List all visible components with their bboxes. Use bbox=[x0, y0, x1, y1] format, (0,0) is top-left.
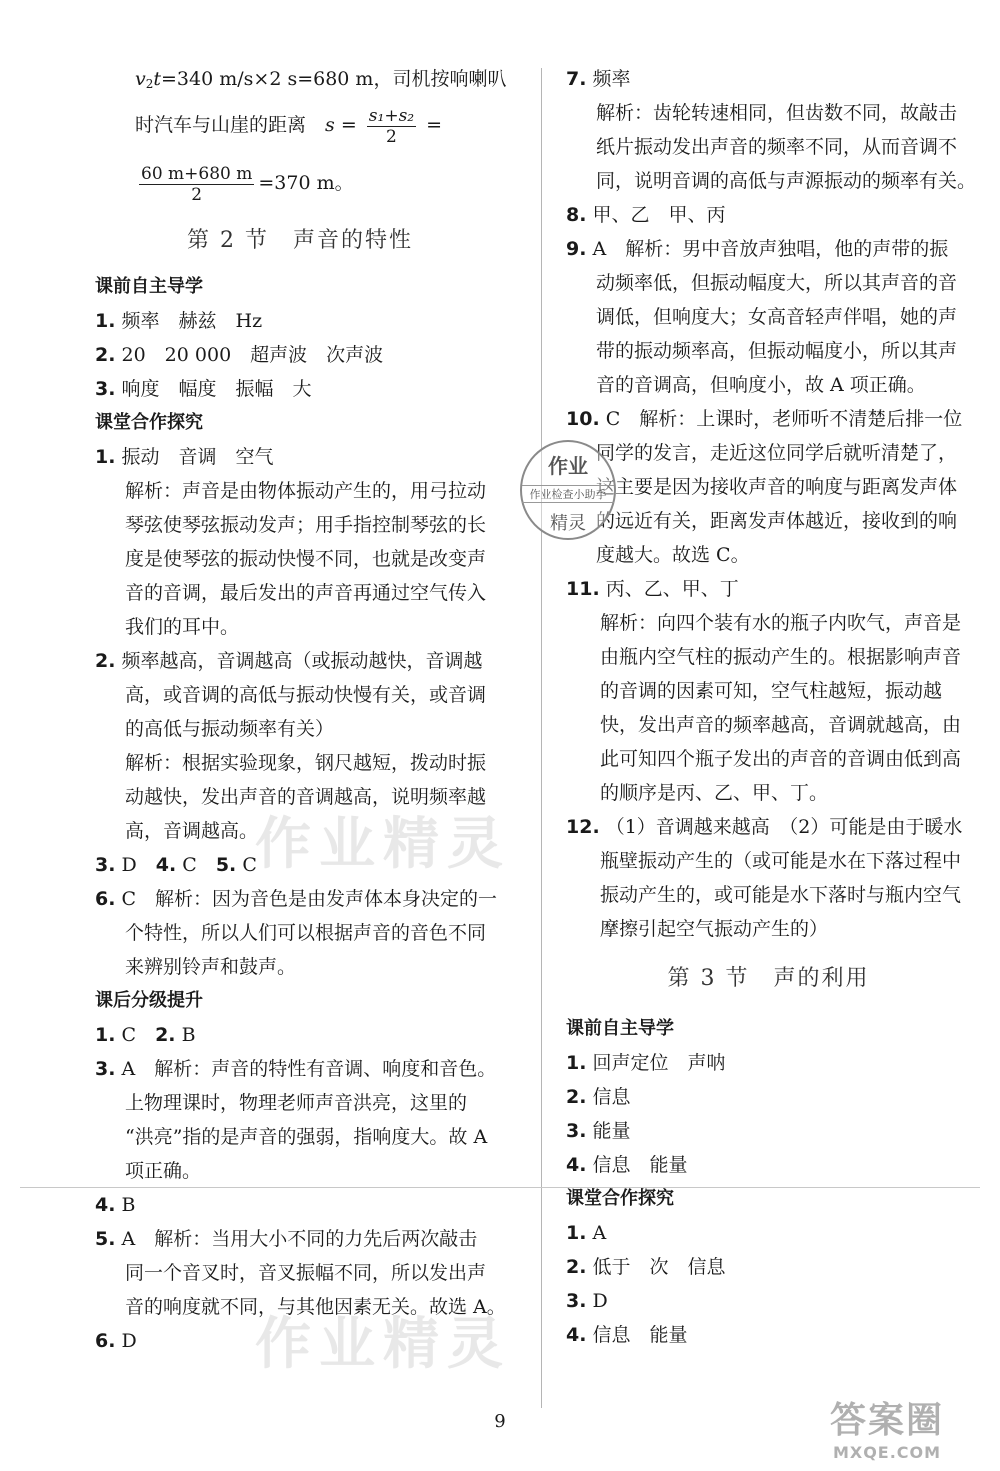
item-text: A 解析：声音的特性有音调、响度和音色。 bbox=[121, 1058, 497, 1080]
var-s: s bbox=[325, 114, 335, 136]
item-text: 频率 bbox=[592, 68, 631, 90]
item-number: 4. bbox=[566, 1324, 587, 1346]
answer-item bbox=[566, 1114, 971, 1148]
section-3-title: 第 3 节 声的利用 bbox=[667, 966, 870, 991]
page-number: 9 bbox=[494, 1411, 506, 1432]
item-text: D bbox=[592, 1290, 608, 1312]
heading-pre-study: 课前自主导学 bbox=[95, 276, 203, 297]
explanation-line: 此可知四个瓶子发出的声音的音调由低到高 bbox=[600, 748, 962, 770]
item-number: 9. bbox=[566, 238, 587, 260]
calc-text-2: 时汽车与山崖的距离 bbox=[135, 114, 307, 136]
explanation-line: 振动产生的，或可能是水下落时与瓶内空气 bbox=[600, 884, 962, 906]
explanation-line: 音的音调，最后发出的声音再通过空气传入 bbox=[125, 582, 487, 604]
fraction-numerator: 60 m+680 m bbox=[141, 163, 253, 184]
answer-item bbox=[95, 338, 505, 372]
heading-pre-study: 课前自主导学 bbox=[566, 1018, 674, 1039]
calc-result: =370 m。 bbox=[258, 172, 354, 194]
explanation-line: 解析：齿轮转速相同，但齿数不同，故敲击 bbox=[596, 102, 958, 124]
item-text: 能量 bbox=[592, 1120, 631, 1142]
answer-item bbox=[566, 572, 971, 606]
item-number: 11. bbox=[566, 578, 600, 600]
answer-row-1-2 bbox=[95, 1018, 505, 1052]
explanation-line: 的远近有关，距离发声体越近，接收到的响 bbox=[596, 510, 958, 532]
item-text: 低于 次 信息 bbox=[592, 1256, 726, 1278]
item-number: 3. bbox=[566, 1120, 587, 1142]
item-number: 3. bbox=[566, 1290, 587, 1312]
explanation-line: 我们的耳中。 bbox=[125, 616, 240, 638]
answer-item bbox=[566, 1284, 971, 1318]
calc-line-1 bbox=[95, 62, 505, 96]
item-text: 信息 bbox=[592, 1086, 631, 1108]
column-divider bbox=[541, 68, 542, 1408]
answer-item bbox=[95, 882, 505, 916]
answer-item bbox=[566, 1148, 971, 1182]
item-number: 3. bbox=[95, 1058, 116, 1080]
explanation-line: 快，发出声音的频率越高，音调就越高，由 bbox=[600, 714, 962, 736]
item-number: 12. bbox=[566, 816, 600, 838]
watermark: 作业精灵 bbox=[255, 812, 511, 877]
item-text: C 解析：上课时，老师听不清楚后排一位 bbox=[605, 408, 963, 430]
explanation-line: 度是使琴弦的振动快慢不同，也就是改变声 bbox=[125, 548, 487, 570]
logo-url: MXQE.COM bbox=[832, 1443, 942, 1462]
calc-line-3 bbox=[95, 154, 505, 212]
item-number: 1. bbox=[95, 1024, 116, 1046]
calc-text-1: =340 m/s×2 s=680 m，司机按响喇叭 bbox=[161, 68, 507, 90]
answer-item bbox=[566, 1046, 971, 1080]
answer-item bbox=[95, 304, 505, 338]
explanation-line: 同学的发言，走近这位同学后就听清楚了， bbox=[596, 442, 958, 464]
section-2-title: 第 2 节 声音的特性 bbox=[187, 228, 413, 253]
answer-item bbox=[566, 810, 971, 844]
item-number: 1. bbox=[566, 1222, 587, 1244]
fraction-denominator: 2 bbox=[386, 126, 397, 147]
item-number: 2. bbox=[566, 1256, 587, 1278]
explanation-line: 由瓶内空气柱的振动产生的。根据影响声音 bbox=[600, 646, 962, 668]
item-text: C bbox=[242, 854, 257, 876]
item-text: 丙、乙、甲、丁 bbox=[605, 578, 739, 600]
site-logo bbox=[830, 1392, 944, 1462]
answer-item bbox=[95, 1222, 505, 1256]
item-text: A 解析：男中音放声独唱，他的声带的振 bbox=[592, 238, 949, 260]
explanation-line: 瓶壁振动产生的（或可能是水在下落过程中 bbox=[600, 850, 962, 872]
answer-item bbox=[566, 62, 971, 96]
explanation-line: 动频率低，但振动幅度大，所以其声音的音 bbox=[596, 272, 958, 294]
explanation-line: 这主要是因为接收声音的响度与距离发声体 bbox=[596, 476, 958, 498]
item-text: A 解析：当用大小不同的力先后两次敲击 bbox=[121, 1228, 478, 1250]
watermark: 作业精灵 bbox=[255, 1312, 511, 1377]
item-number: 2. bbox=[95, 344, 116, 366]
explanation-line: 音的响度就不同，与其他因素无关。故选 A。 bbox=[125, 1296, 506, 1318]
item-number: 10. bbox=[566, 408, 600, 430]
answer-item bbox=[566, 1318, 971, 1352]
answer-item bbox=[95, 372, 505, 406]
heading-class-explore: 课堂合作探究 bbox=[566, 1188, 674, 1209]
explanation-line: 的音调的因素可知，空气柱越短，振动越 bbox=[600, 680, 943, 702]
item-number: 5. bbox=[95, 1228, 116, 1250]
item-text: 信息 能量 bbox=[592, 1324, 688, 1346]
stamp-bottom: 精灵 bbox=[550, 513, 586, 534]
explanation-line: “洪亮”指的是声音的强弱，指响度大。故 A bbox=[125, 1126, 488, 1148]
answer-item bbox=[566, 1080, 971, 1114]
right-column bbox=[566, 62, 977, 1352]
item-number: 1. bbox=[95, 310, 116, 332]
calc-line-2: 时汽车与山崖的距离 s = $\frac{\text{s₁+s₂}}{2}$ = bbox=[135, 105, 443, 147]
explanation-line: 来辨别铃声和鼓声。 bbox=[125, 956, 297, 978]
item-number: 1. bbox=[95, 446, 116, 468]
explanation-line: 动越快，发出声音的音调越高，说明频率越 bbox=[125, 786, 487, 808]
item-text: B bbox=[121, 1194, 136, 1216]
item-number: 1. bbox=[566, 1052, 587, 1074]
explanation-line: 度越大。故选 C。 bbox=[596, 544, 750, 566]
item-text: D bbox=[121, 854, 137, 876]
item-number: 2. bbox=[566, 1086, 587, 1108]
explanation-line: 调低，但响度大；女高音轻声伴唱，她的声 bbox=[596, 306, 958, 328]
item-text: （1）音调越来越高 （2）可能是由于暖水 bbox=[605, 816, 963, 838]
item-text: 信息 能量 bbox=[592, 1154, 688, 1176]
item-number: 2. bbox=[155, 1024, 176, 1046]
fraction-numerator: s₁+s₂ bbox=[368, 105, 415, 126]
item-number: 4. bbox=[95, 1194, 116, 1216]
answer-item bbox=[95, 1052, 505, 1086]
item-text: 振动 音调 空气 bbox=[121, 446, 274, 468]
answer-item bbox=[95, 644, 505, 678]
answer-item bbox=[566, 402, 971, 436]
answer-line: 高，或音调的高低与振动快慢有关，或音调 bbox=[125, 684, 487, 706]
item-number: 3. bbox=[95, 378, 116, 400]
explanation-line: 项正确。 bbox=[125, 1160, 202, 1182]
explanation-line: 的顺序是丙、乙、甲、丁。 bbox=[600, 782, 829, 804]
item-text: D bbox=[121, 1330, 137, 1352]
answer-item bbox=[95, 440, 505, 474]
item-number: 7. bbox=[566, 68, 587, 90]
fraction-sum bbox=[139, 164, 254, 205]
item-number: 6. bbox=[95, 1330, 116, 1352]
item-number: 4. bbox=[155, 854, 177, 876]
explanation-line: 同，说明音调的高低与声源振动的频率有关。 bbox=[596, 170, 977, 192]
logo-text: 答案圈 bbox=[830, 1400, 945, 1441]
explanation-line: 解析：声音是由物体振动产生的，用弓拉动 bbox=[125, 480, 487, 502]
answer-item bbox=[566, 1216, 971, 1250]
item-text: C 解析：因为音色是由发声体本身决定的一 bbox=[121, 888, 498, 910]
heading-class-explore: 课堂合作探究 bbox=[95, 412, 203, 433]
stamp-middle: 作业检查小助手 bbox=[522, 485, 614, 503]
answer-item bbox=[566, 1250, 971, 1284]
item-text: 20 20 000 超声波 次声波 bbox=[121, 344, 384, 366]
explanation-line: 纸片振动发出声音的频率不同，从而音调不 bbox=[596, 136, 958, 158]
item-text: 回声定位 声呐 bbox=[592, 1052, 726, 1074]
explanation-line: 个特性，所以人们可以根据声音的音色不同 bbox=[125, 922, 487, 944]
explanation-line: 带的振动频率高，但振动幅度小，所以其声 bbox=[596, 340, 958, 362]
item-text: C bbox=[121, 1024, 137, 1046]
answer-item bbox=[95, 1188, 505, 1222]
explanation-line: 上物理课时，物理老师声音洪亮，这里的 bbox=[125, 1092, 468, 1114]
fraction-s1-s2 bbox=[367, 106, 416, 147]
item-text: B bbox=[181, 1024, 196, 1046]
stamp-top: 作业 bbox=[548, 454, 588, 478]
var-t: t bbox=[153, 68, 162, 90]
explanation-line: 同一个音叉时，音叉振幅不同，所以发出声 bbox=[125, 1262, 487, 1284]
item-text: C bbox=[182, 854, 197, 876]
sub-2: 2 bbox=[145, 77, 154, 91]
item-text: A bbox=[592, 1222, 607, 1244]
left-column bbox=[95, 62, 505, 1358]
answer-line: 的高低与振动频率有关） bbox=[125, 718, 335, 740]
fraction-denominator: 2 bbox=[191, 184, 203, 205]
item-text: 响度 幅度 振幅 大 bbox=[121, 378, 312, 400]
item-number: 4. bbox=[566, 1154, 587, 1176]
explanation-line: 音的音调高，但响度小，故 A 项正确。 bbox=[596, 374, 926, 396]
explanation-line: 摩擦引起空气振动产生的） bbox=[600, 918, 829, 940]
item-text: 甲、乙 甲、丙 bbox=[592, 204, 726, 226]
homework-stamp bbox=[520, 440, 616, 540]
item-number: 6. bbox=[95, 888, 116, 910]
item-text: 频率越高，音调越高（或振动越快，音调越 bbox=[121, 650, 483, 672]
item-text: 频率 赫兹 Hz bbox=[121, 310, 263, 332]
item-number: 2. bbox=[95, 650, 116, 672]
answer-item bbox=[566, 232, 971, 266]
heading-post-level: 课后分级提升 bbox=[95, 990, 203, 1011]
item-number: 8. bbox=[566, 204, 587, 226]
explanation-line: 解析：向四个装有水的瓶子内吹气，声音是 bbox=[600, 612, 962, 634]
explanation-line: 琴弦使琴弦振动发声；用手指控制琴弦的长 bbox=[125, 514, 487, 536]
var-v: v bbox=[135, 68, 146, 90]
explanation-line: 解析：根据实验现象，钢尺越短，拨动时振 bbox=[125, 752, 487, 774]
item-number: 5. bbox=[215, 854, 237, 876]
explanation-line: 高，音调越高。 bbox=[125, 820, 259, 842]
item-number: 3. bbox=[95, 854, 116, 876]
answer-item bbox=[566, 198, 971, 232]
